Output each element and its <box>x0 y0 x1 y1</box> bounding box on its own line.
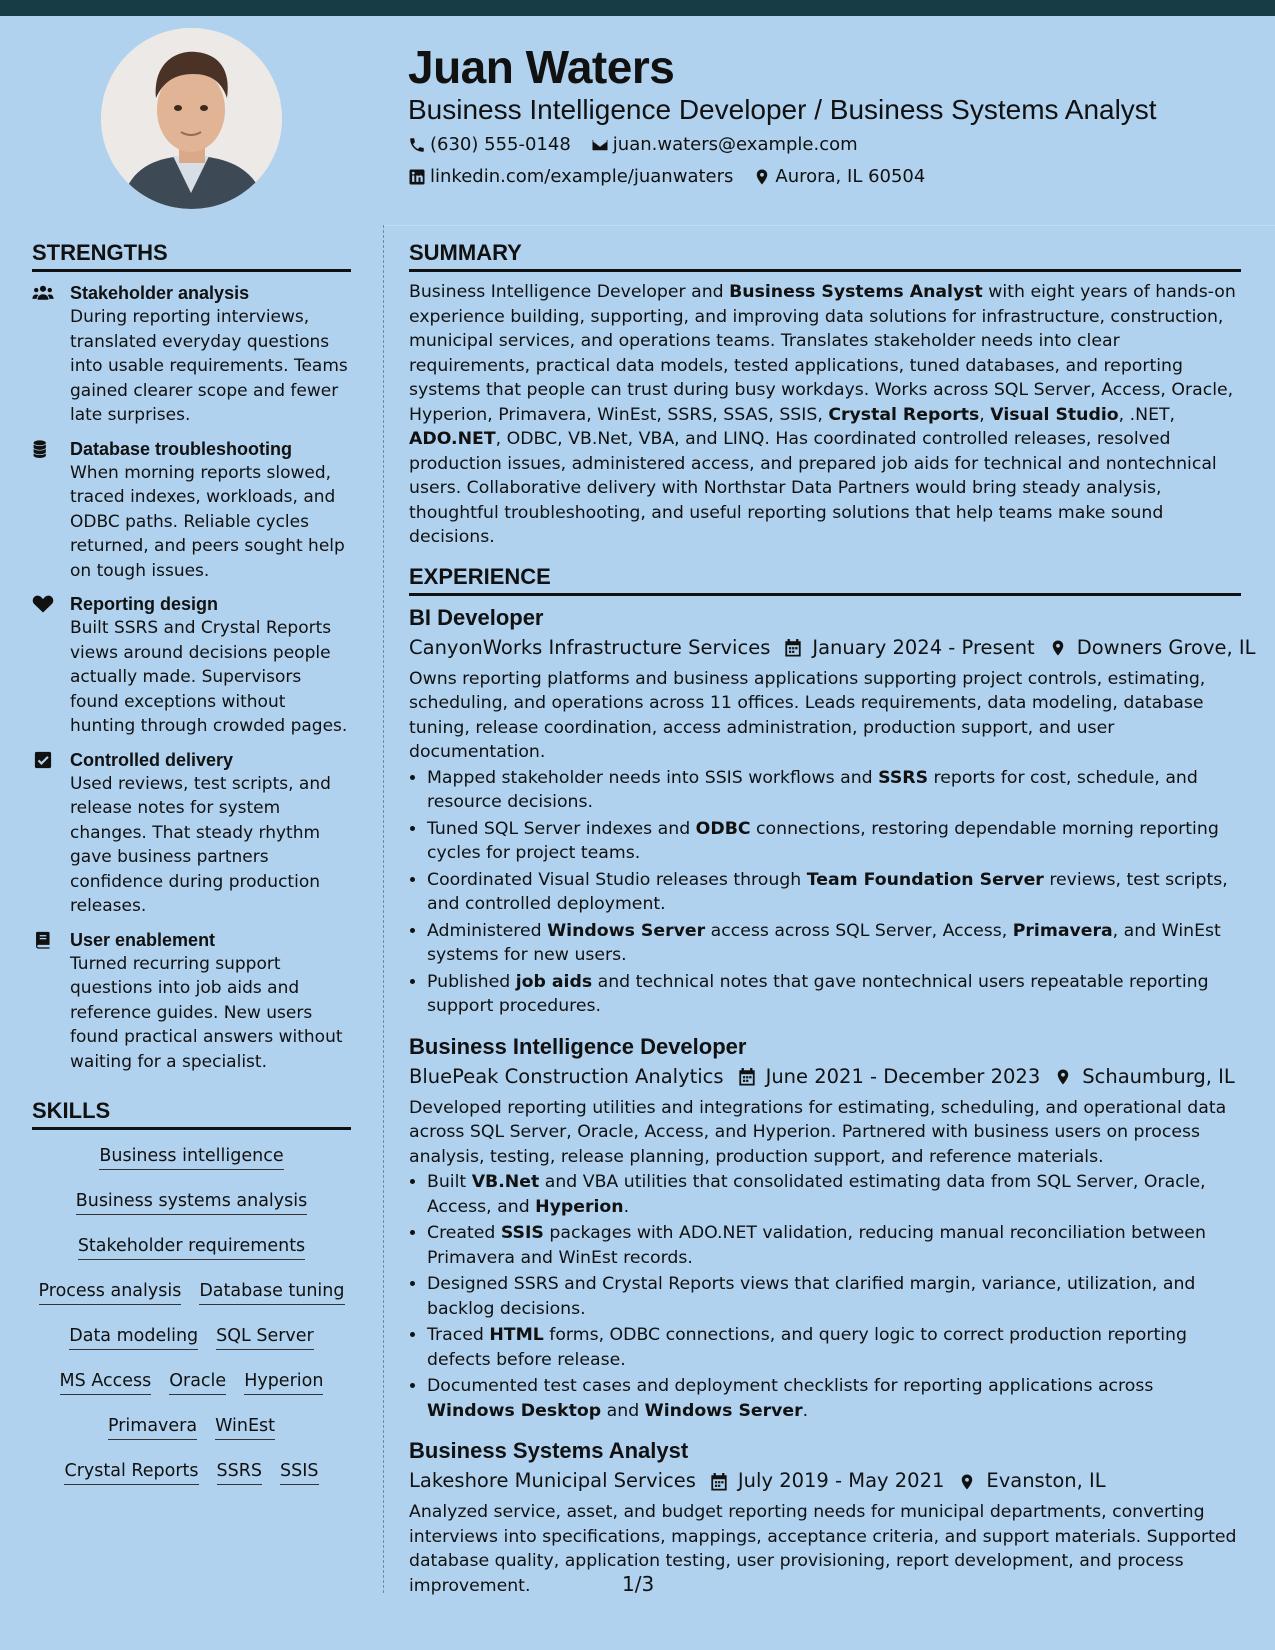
skill-tag: Oracle <box>169 1367 226 1395</box>
email-item[interactable] <box>591 134 858 155</box>
job-meta <box>409 635 1256 659</box>
map-pin-icon <box>1049 638 1067 658</box>
heart-icon <box>32 595 54 613</box>
job-entry <box>409 604 1256 1019</box>
column-divider <box>383 225 384 1593</box>
job-bullet: • Tuned SQL Server indexes and ODBC connections, restoring dependable morning reporting cycles for project teams. <box>427 817 1241 866</box>
contact-row-1 <box>408 134 878 155</box>
strength-item <box>32 437 351 584</box>
skills-heading: SKILLS <box>32 1098 351 1130</box>
strength-desc: When morning reports slowed, traced indexes, workloads, and ODBC paths. Reliable cycles returned, and peers sought help on tough issues. <box>70 462 345 581</box>
job-company: CanyonWorks Infrastructure Services <box>409 635 771 659</box>
linkedin-link[interactable]: linkedin.com/example/juanwaters <box>430 166 734 187</box>
job-bullet: • Designed SSRS and Crystal Reports views that clarified margin, variance, utilization, and backlog decisions. <box>427 1272 1241 1321</box>
skill-tag: SQL Server <box>216 1322 314 1350</box>
strengths-heading: STRENGTHS <box>32 240 351 272</box>
calendar-icon <box>738 1067 756 1087</box>
job-location: Schaumburg, IL <box>1082 1064 1235 1088</box>
job-company: Lakeshore Municipal Services <box>409 1469 696 1492</box>
users-icon <box>32 284 54 302</box>
job-bullet: • Traced HTML forms, ODBC connections, and query logic to correct production reporting defects before release. <box>427 1323 1241 1372</box>
skill-row <box>32 1367 351 1412</box>
skill-row <box>32 1187 351 1232</box>
skills-list <box>32 1142 351 1502</box>
phone-text: (630) 555-0148 <box>430 134 571 155</box>
skill-tag: Business intelligence <box>99 1142 283 1170</box>
skill-tag: SSIS <box>280 1457 319 1485</box>
skill-tag: Process analysis <box>39 1277 182 1305</box>
job-location: Downers Grove, IL <box>1076 635 1256 659</box>
skill-row <box>32 1142 351 1187</box>
job-bullet: • Administered Windows Server access across SQL Server, Access, Primavera, and WinEst systems for new users. <box>427 919 1241 968</box>
job-dates: June 2021 - December 2023 <box>765 1064 1041 1088</box>
strength-desc: Built SSRS and Crystal Reports views around decisions people actually made. Supervisors found exceptions without hunting through crowded pages. <box>70 618 348 736</box>
job-location: Evanston, IL <box>986 1469 1106 1492</box>
skill-row <box>32 1322 351 1367</box>
job-description: Developed reporting utilities and integrations for estimating, scheduling, and operational data across SQL Server, Oracle, Access, and Hyperion. Partnered with business users on process analysis, testing, release planning, production support, and reference materials. <box>409 1097 1227 1167</box>
job-title: Business Systems Analyst <box>409 1438 689 1463</box>
summary-heading: SUMMARY <box>409 240 1241 272</box>
skill-tag: SSRS <box>217 1457 263 1485</box>
page-number: 1/3 <box>622 1572 655 1596</box>
phone-item <box>408 134 571 155</box>
skill-row <box>32 1232 351 1277</box>
strength-desc: During reporting interviews, translated everyday questions into usable requirements. Teams gained clearer scope and fewer late surprises. <box>70 307 348 425</box>
linkedin-icon <box>408 168 426 186</box>
profile-photo <box>101 28 282 209</box>
skill-tag: Stakeholder requirements <box>78 1232 305 1260</box>
skill-row <box>32 1457 351 1502</box>
job-meta <box>409 1469 1241 1492</box>
skill-row <box>32 1277 351 1322</box>
envelope-icon <box>591 136 609 154</box>
experience-list <box>409 604 1256 1599</box>
job-entry <box>409 1033 1241 1424</box>
job-bullet: • Published job aids and technical notes that gave nontechnical users repeatable reporting support procedures. <box>427 970 1241 1019</box>
strength-title: Database troubleshooting <box>70 438 293 459</box>
job-company: BluePeak Construction Analytics <box>409 1064 724 1088</box>
job-bullet: • Mapped stakeholder needs into SSIS workflows and SSRS reports for cost, schedule, and resource decisions. <box>427 766 1241 815</box>
map-pin-icon <box>958 1472 976 1492</box>
strength-item <box>32 592 351 739</box>
left-column <box>32 240 351 1502</box>
job-bullets <box>409 766 1241 1019</box>
location-text: Aurora, IL 60504 <box>775 166 926 187</box>
strength-item <box>32 281 351 428</box>
strength-title: Stakeholder analysis <box>70 283 250 303</box>
job-bullet: • Documented test cases and deployment checklists for reporting applications across Windows Desktop and Windows Server. <box>427 1374 1241 1423</box>
strength-title: Reporting design <box>70 594 218 614</box>
job-bullet: • Created SSIS packages with ADO.NET validation, reducing manual reconciliation between Primavera and WinEst records. <box>427 1221 1241 1270</box>
email-link[interactable]: juan.waters@example.com <box>612 134 858 155</box>
strength-item <box>32 928 351 1075</box>
job-meta <box>409 1065 1241 1088</box>
skill-tag: Data modeling <box>69 1322 198 1350</box>
header-rule <box>383 225 1275 226</box>
location-item <box>753 166 925 187</box>
calendar-icon <box>784 638 802 658</box>
strength-desc: Turned recurring support questions into job aids and reference guides. New users found practical answers without waiting for a specialist. <box>70 953 343 1072</box>
job-entry <box>409 1437 1241 1598</box>
candidate-headline: Business Intelligence Developer / Business Systems Analyst <box>408 94 1157 125</box>
experience-heading: EXPERIENCE <box>409 564 1241 596</box>
job-description: Owns reporting platforms and business applications supporting project controls, estimating, scheduling, and operations across 11 offices. Leads requirements, data modeling, database tuning, release coordination, access administration, production support, and user documentation. <box>409 668 1206 762</box>
summary-text: Business Intelligence Developer and Business Systems Analyst with eight years of hands-on experience building, supporting, and improving data solutions for infrastructure, construction, municipal services, and operations teams. Translates stakeholder needs into clear requirements, practical data models, tested applications, tuned databases, and reporting systems that people can trust during busy workdays. Works across SQL Server, Access, Oracle, Hyperion, Primavera, WinEst, SSRS, SSAS, SSIS, Crystal Reports, Visual Studio, .NET, ADO.NET, ODBC, VB.Net, VBA, and LINQ. Has coordinated controlled releases, resolved production issues, administered access, and prepared job aids for technical and nontechnical users. Collaborative delivery with Northstar Data Partners would bring steady analysis, thoughtful troubleshooting, and useful reporting solutions that help teams make sound decisions. <box>409 282 1236 547</box>
strength-desc: Used reviews, test scripts, and release notes for system changes. That steady rhythm gave business partners confidence during production releases. <box>70 773 331 916</box>
top-bar <box>0 0 1275 16</box>
map-pin-icon <box>753 168 771 186</box>
contact-row-2 <box>408 166 945 187</box>
job-dates: January 2024 - Present <box>812 635 1035 659</box>
strength-title: Controlled delivery <box>70 749 234 770</box>
skill-tag: Hyperion <box>244 1367 323 1395</box>
strength-item <box>32 748 351 919</box>
candidate-name: Juan Waters <box>408 41 675 93</box>
skill-tag: MS Access <box>60 1367 152 1395</box>
job-bullet: • Built VB.Net and VBA utilities that consolidated estimating data from SQL Server, Oracle, Access, and Hyperion. <box>427 1170 1241 1219</box>
job-title: Business Intelligence Developer <box>409 1033 747 1059</box>
job-bullet: • Coordinated Visual Studio releases through Team Foundation Server reviews, test scripts, and controlled deployment. <box>427 868 1241 917</box>
map-pin-icon <box>1054 1067 1072 1087</box>
skill-tag: Primavera <box>108 1412 197 1440</box>
job-description: Analyzed service, asset, and budget reporting needs for municipal departments, converting interviews into specifications, mappings, acceptance criteria, and support materials. Supported database quality, application testing, user provisioning, report development, and process improvement. <box>409 1502 1237 1596</box>
right-column <box>409 240 1256 1598</box>
database-icon <box>32 440 54 458</box>
linkedin-item[interactable] <box>408 166 733 187</box>
job-title: BI Developer <box>409 604 544 630</box>
job-bullets <box>409 1170 1241 1423</box>
skill-tag: Business systems analysis <box>76 1187 308 1215</box>
skill-row <box>32 1412 351 1457</box>
skill-tag: Crystal Reports <box>64 1457 198 1485</box>
book-icon <box>32 931 54 949</box>
skill-tag: Database tuning <box>199 1277 344 1305</box>
phone-icon <box>408 136 426 154</box>
checkbox-icon <box>32 751 54 769</box>
calendar-icon <box>710 1472 728 1492</box>
job-dates: July 2019 - May 2021 <box>737 1469 945 1492</box>
skill-tag: WinEst <box>215 1412 275 1440</box>
strength-title: User enablement <box>70 929 216 950</box>
